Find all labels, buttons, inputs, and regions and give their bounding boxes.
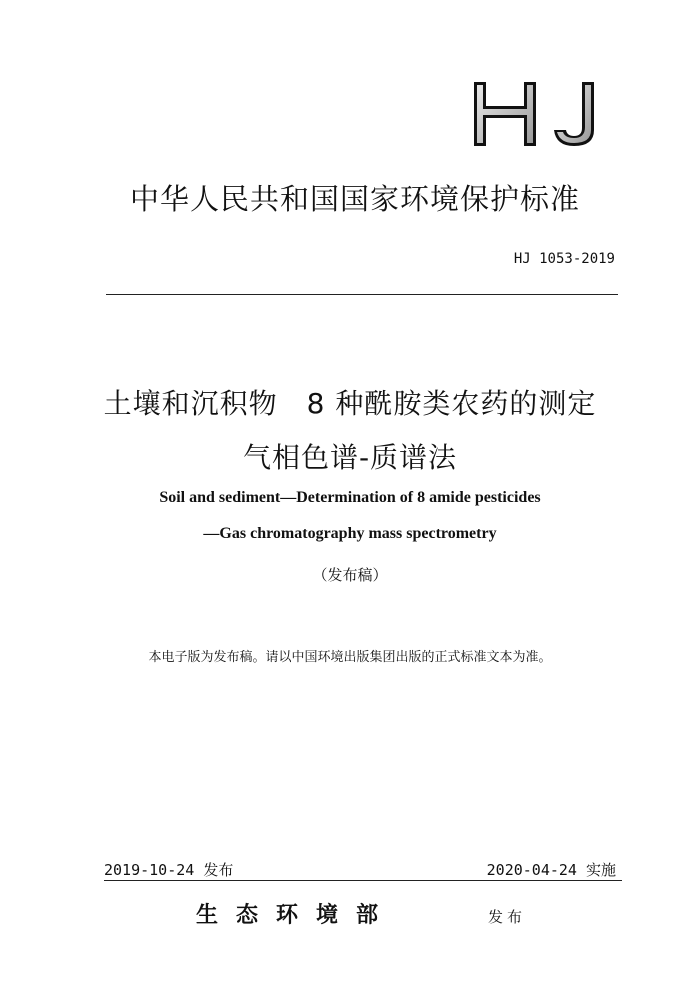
release-date: 2019-10-24 发布 bbox=[104, 861, 234, 879]
publish-label: 发布 bbox=[488, 908, 527, 926]
publisher-name: 生态环境部 bbox=[196, 902, 397, 928]
header-divider bbox=[106, 294, 618, 295]
title-english-line2: —Gas chromatography mass spectrometry bbox=[203, 525, 497, 542]
effective-date: 2020-04-24 实施 bbox=[486, 861, 616, 879]
electronic-version-notice: 本电子版为发布稿。请以中国环境出版集团出版的正式标准文本为准。 bbox=[148, 650, 552, 665]
standard-number: HJ 1053-2019 bbox=[513, 251, 615, 267]
footer-divider bbox=[104, 880, 622, 881]
hj-logo bbox=[468, 78, 600, 150]
draft-label: （发布稿） bbox=[312, 566, 388, 584]
title-chinese-line2: 气相色谱-质谱法 bbox=[242, 441, 458, 474]
title-english-line1: Soil and sediment—Determination of 8 amide pesticides bbox=[159, 489, 541, 506]
title-chinese-line1: 土壤和沉积物 8 种酰胺类农药的测定 bbox=[103, 387, 597, 420]
issuing-body-title: 中华人民共和国国家环境保护标准 bbox=[129, 182, 580, 216]
